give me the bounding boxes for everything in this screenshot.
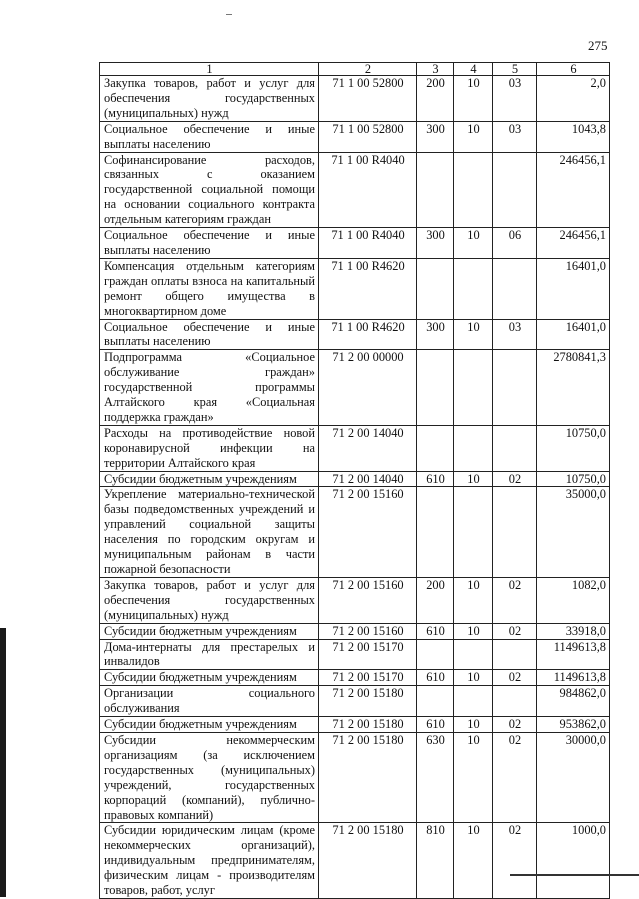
row-code-cell: 71 2 00 15160 <box>319 487 417 577</box>
row-name-cell: Организации социального обслуживания <box>100 686 319 717</box>
header-cell: 5 <box>493 63 537 76</box>
table-row <box>100 471 610 487</box>
table-row <box>100 487 610 577</box>
row-code-cell: 71 1 00 52800 <box>319 121 417 152</box>
table-row <box>100 425 610 471</box>
table-row <box>100 732 610 822</box>
row-vr-cell: 630 <box>417 732 454 822</box>
row-code-cell: 71 2 00 15170 <box>319 639 417 670</box>
table-row <box>100 823 610 899</box>
row-pr-cell: 02 <box>493 577 537 623</box>
row-code-cell: 71 2 00 15160 <box>319 623 417 639</box>
row-name-cell: Подпрограмма «Социальное обслуживание граждан» государственной программы Алтайского края «Социальная поддержка граждан» <box>100 350 319 426</box>
row-pr-cell: 03 <box>493 76 537 122</box>
row-name-cell: Субсидии юридическим лицам (кроме некоммерческих организаций), индивидуальным предпринимателям, физическим лицам - производителям товаров, работ, услуг <box>100 823 319 899</box>
row-rz-cell <box>454 425 493 471</box>
row-pr-cell: 02 <box>493 717 537 733</box>
row-rz-cell <box>454 258 493 319</box>
row-sum-cell: 2780841,3 <box>537 350 610 426</box>
table-row <box>100 319 610 350</box>
row-rz-cell: 10 <box>454 319 493 350</box>
table-row <box>100 258 610 319</box>
table-row <box>100 152 610 228</box>
row-sum-cell: 246456,1 <box>537 152 610 228</box>
row-vr-cell <box>417 639 454 670</box>
row-name-cell: Социальное обеспечение и иные выплаты населению <box>100 319 319 350</box>
row-vr-cell <box>417 686 454 717</box>
row-pr-cell: 02 <box>493 823 537 899</box>
row-code-cell: 71 2 00 00000 <box>319 350 417 426</box>
row-sum-cell: 33918,0 <box>537 623 610 639</box>
row-pr-cell: 06 <box>493 228 537 259</box>
row-name-cell: Социальное обеспечение и иные выплаты населению <box>100 228 319 259</box>
row-vr-cell <box>417 425 454 471</box>
row-sum-cell: 1149613,8 <box>537 670 610 686</box>
table-header-row <box>100 63 610 76</box>
row-sum-cell: 1149613,8 <box>537 639 610 670</box>
row-vr-cell: 300 <box>417 228 454 259</box>
row-name-cell: Субсидии бюджетным учреждениям <box>100 717 319 733</box>
row-pr-cell: 03 <box>493 319 537 350</box>
row-code-cell: 71 2 00 14040 <box>319 471 417 487</box>
row-sum-cell: 16401,0 <box>537 258 610 319</box>
row-rz-cell <box>454 487 493 577</box>
row-rz-cell <box>454 639 493 670</box>
row-code-cell: 71 2 00 14040 <box>319 425 417 471</box>
row-rz-cell: 10 <box>454 121 493 152</box>
row-name-cell: Расходы на противодействие новой коронавирусной инфекции на территории Алтайского края <box>100 425 319 471</box>
row-vr-cell: 300 <box>417 319 454 350</box>
row-sum-cell: 10750,0 <box>537 471 610 487</box>
row-sum-cell: 1043,8 <box>537 121 610 152</box>
row-rz-cell <box>454 152 493 228</box>
row-code-cell: 71 2 00 15180 <box>319 823 417 899</box>
row-pr-cell: 02 <box>493 732 537 822</box>
row-pr-cell <box>493 639 537 670</box>
row-pr-cell: 02 <box>493 670 537 686</box>
table-row <box>100 121 610 152</box>
row-name-cell: Субсидии бюджетным учреждениям <box>100 623 319 639</box>
table-row <box>100 228 610 259</box>
row-rz-cell <box>454 686 493 717</box>
row-rz-cell <box>454 350 493 426</box>
row-sum-cell: 16401,0 <box>537 319 610 350</box>
row-vr-cell <box>417 258 454 319</box>
row-sum-cell: 10750,0 <box>537 425 610 471</box>
row-name-cell: Софинансирование расходов, связанных с оказанием государственной социальной помощи на основании социального контракта отдельным категориям граждан <box>100 152 319 228</box>
row-rz-cell: 10 <box>454 732 493 822</box>
row-pr-cell <box>493 350 537 426</box>
table-row <box>100 76 610 122</box>
header-cell: 4 <box>454 63 493 76</box>
row-name-cell: Субсидии бюджетным учреждениям <box>100 670 319 686</box>
row-vr-cell <box>417 152 454 228</box>
row-vr-cell: 200 <box>417 577 454 623</box>
header-cell: 6 <box>537 63 610 76</box>
row-name-cell: Субсидии некоммерческим организациям (за исключением государственных (муниципальных) учреждений, государственных корпораций (компаний), публично-правовых компаний) <box>100 732 319 822</box>
row-code-cell: 71 1 00 R4040 <box>319 228 417 259</box>
row-pr-cell <box>493 686 537 717</box>
row-vr-cell: 610 <box>417 471 454 487</box>
row-code-cell: 71 1 00 R4040 <box>319 152 417 228</box>
row-sum-cell: 953862,0 <box>537 717 610 733</box>
row-vr-cell <box>417 487 454 577</box>
row-rz-cell: 10 <box>454 577 493 623</box>
row-pr-cell <box>493 152 537 228</box>
row-sum-cell: 2,0 <box>537 76 610 122</box>
scan-edge <box>0 628 6 897</box>
row-pr-cell <box>493 258 537 319</box>
row-vr-cell <box>417 350 454 426</box>
row-rz-cell: 10 <box>454 623 493 639</box>
scan-mark <box>510 874 639 876</box>
row-sum-cell: 984862,0 <box>537 686 610 717</box>
row-code-cell: 71 2 00 15160 <box>319 577 417 623</box>
row-code-cell: 71 2 00 15180 <box>319 686 417 717</box>
table-row <box>100 686 610 717</box>
table-row <box>100 639 610 670</box>
row-sum-cell: 1082,0 <box>537 577 610 623</box>
row-name-cell: Закупка товаров, работ и услуг для обеспечения государственных (муниципальных) нужд <box>100 577 319 623</box>
row-rz-cell: 10 <box>454 228 493 259</box>
row-vr-cell: 810 <box>417 823 454 899</box>
scan-mark <box>226 14 232 15</box>
row-code-cell: 71 1 00 R4620 <box>319 319 417 350</box>
row-vr-cell: 200 <box>417 76 454 122</box>
row-sum-cell: 30000,0 <box>537 732 610 822</box>
header-cell: 1 <box>100 63 319 76</box>
row-pr-cell: 02 <box>493 623 537 639</box>
row-code-cell: 71 1 00 R4620 <box>319 258 417 319</box>
row-name-cell: Социальное обеспечение и иные выплаты населению <box>100 121 319 152</box>
page-number: 275 <box>588 38 608 53</box>
row-code-cell: 71 2 00 15180 <box>319 732 417 822</box>
row-vr-cell: 610 <box>417 717 454 733</box>
row-pr-cell: 02 <box>493 471 537 487</box>
row-pr-cell <box>493 425 537 471</box>
row-name-cell: Компенсация отдельным категориям граждан оплаты взноса на капитальный ремонт общего имущества в многоквартирном доме <box>100 258 319 319</box>
row-rz-cell: 10 <box>454 670 493 686</box>
row-sum-cell: 246456,1 <box>537 228 610 259</box>
row-rz-cell: 10 <box>454 471 493 487</box>
row-sum-cell: 35000,0 <box>537 487 610 577</box>
budget-table <box>99 62 610 899</box>
row-name-cell: Дома-интернаты для престарелых и инвалидов <box>100 639 319 670</box>
table-row <box>100 717 610 733</box>
row-code-cell: 71 2 00 15170 <box>319 670 417 686</box>
row-code-cell: 71 1 00 52800 <box>319 76 417 122</box>
row-name-cell: Субсидии бюджетным учреждениям <box>100 471 319 487</box>
row-sum-cell: 1000,0 <box>537 823 610 899</box>
row-name-cell: Укрепление материально-технической базы подведомственных учреждений и управлений социальной защиты населения по городским округам и муниципальным районам в части пожарной безопасности <box>100 487 319 577</box>
row-vr-cell: 610 <box>417 670 454 686</box>
table-row <box>100 670 610 686</box>
row-rz-cell: 10 <box>454 76 493 122</box>
header-cell: 2 <box>319 63 417 76</box>
table-row <box>100 623 610 639</box>
row-rz-cell: 10 <box>454 717 493 733</box>
row-code-cell: 71 2 00 15180 <box>319 717 417 733</box>
header-cell: 3 <box>417 63 454 76</box>
table-row <box>100 577 610 623</box>
row-pr-cell: 03 <box>493 121 537 152</box>
row-vr-cell: 300 <box>417 121 454 152</box>
row-pr-cell <box>493 487 537 577</box>
row-name-cell: Закупка товаров, работ и услуг для обеспечения государственных (муниципальных) нужд <box>100 76 319 122</box>
row-vr-cell: 610 <box>417 623 454 639</box>
row-rz-cell: 10 <box>454 823 493 899</box>
table-row <box>100 350 610 426</box>
